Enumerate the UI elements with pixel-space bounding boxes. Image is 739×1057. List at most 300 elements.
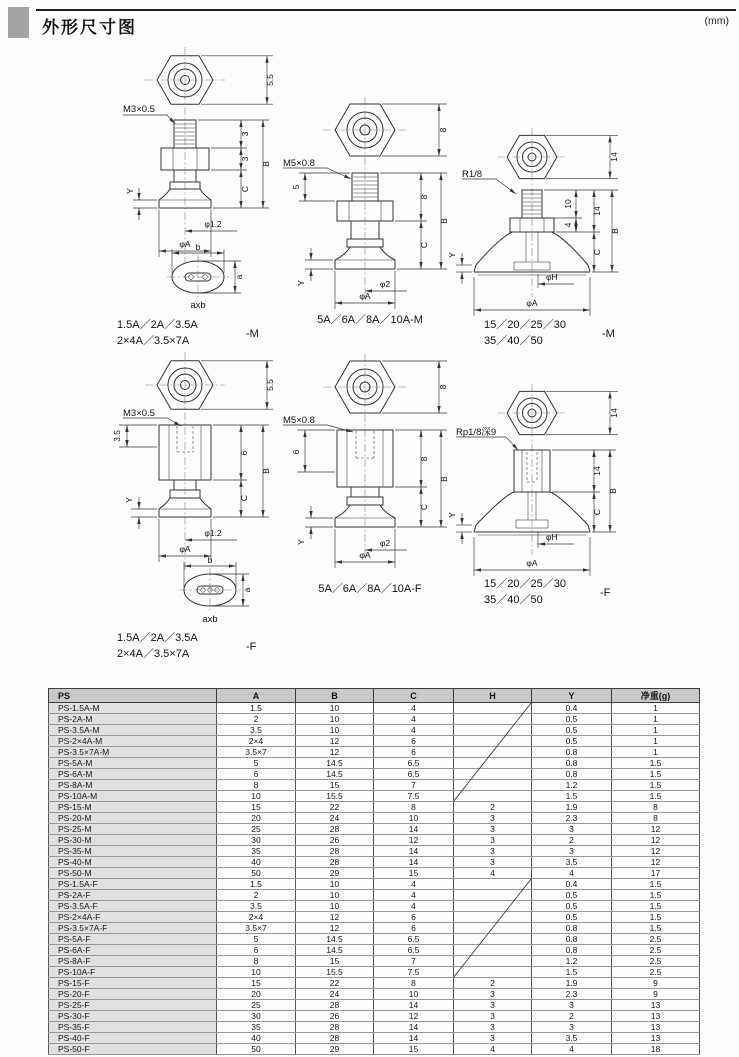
dim-d4: 4 (563, 222, 573, 228)
dim-phiA: φA (526, 298, 538, 308)
value-cell: 3 (454, 824, 532, 835)
value-cell: 0.5 (532, 714, 612, 725)
dim-phiA: φA (526, 558, 538, 568)
value-cell: 2 (532, 1011, 612, 1022)
value-cell: 50 (217, 1044, 296, 1055)
column-header: PS (49, 689, 217, 703)
value-cell: 0.8 (532, 747, 612, 758)
value-cell: 1.5 (612, 769, 700, 780)
dim-phiA: φA (359, 291, 371, 301)
value-cell: 2.5 (612, 956, 700, 967)
value-cell: 8 (217, 780, 296, 791)
value-cell: 2×4 (217, 736, 296, 747)
value-cell: 30 (217, 835, 296, 846)
value-cell: 3 (454, 1033, 532, 1044)
value-cell: 2.5 (612, 967, 700, 978)
value-cell: 7.5 (374, 791, 454, 802)
value-cell: 3.5 (532, 1033, 612, 1044)
dim-phi-small: φ1.2 (204, 528, 222, 538)
dim-hex: 14 (609, 152, 619, 162)
figure-caption-suffix: -M (246, 328, 259, 340)
value-cell: 29 (296, 1044, 374, 1055)
value-cell: 4 (374, 714, 454, 725)
column-header: Y (532, 689, 612, 703)
value-cell: 6 (374, 747, 454, 758)
value-cell: 1.5 (612, 890, 700, 901)
value-cell: 28 (296, 1022, 374, 1033)
dim-C: C (592, 508, 602, 516)
table-row (49, 736, 700, 747)
value-cell: 6.5 (374, 758, 454, 769)
row-name-cell: PS-40-F (49, 1033, 217, 1044)
table-row (49, 835, 700, 846)
value-cell: 3 (532, 1000, 612, 1011)
value-cell: 22 (296, 978, 374, 989)
value-cell: 13 (612, 1022, 700, 1033)
figure-caption-line2: 35／40／50 (484, 594, 543, 606)
value-cell: 25 (217, 1000, 296, 1011)
dim-phiH: φH (546, 272, 558, 282)
dim-oval-a: a (242, 587, 252, 593)
dim-oval-b: b (195, 242, 201, 252)
value-cell: 14 (374, 846, 454, 857)
value-cell: 3.5 (532, 857, 612, 868)
value-cell: 12 (374, 1011, 454, 1022)
value-cell: 7 (374, 956, 454, 967)
value-cell: 6 (374, 736, 454, 747)
section-marker (8, 7, 29, 38)
row-name-cell: PS-50-F (49, 1044, 217, 1055)
value-cell: 1.5 (612, 912, 700, 923)
value-cell: 10 (217, 967, 296, 978)
value-cell: 12 (612, 857, 700, 868)
value-cell: 1 (612, 725, 700, 736)
thread-label: M3×0.5 (123, 104, 155, 115)
row-name-cell: PS-25-F (49, 1000, 217, 1011)
dim-phiA: φA (359, 550, 371, 560)
value-cell: 14 (374, 1022, 454, 1033)
centerlines (323, 97, 407, 300)
value-cell: 3 (532, 1022, 612, 1033)
value-cell: 10 (296, 890, 374, 901)
value-cell: 2 (454, 802, 532, 813)
value-cell: 12 (612, 846, 700, 857)
value-cell: 1.5 (612, 791, 700, 802)
dim-d10: 10 (563, 199, 573, 209)
value-cell: 0.5 (532, 890, 612, 901)
value-cell: 0.5 (532, 736, 612, 747)
value-cell: 12 (296, 736, 374, 747)
thread-label: M3×0.5 (123, 408, 155, 419)
value-cell: 10 (374, 989, 454, 1000)
value-cell: 3 (454, 1011, 532, 1022)
value-cell: 2.5 (612, 945, 700, 956)
value-cell: 7.5 (374, 967, 454, 978)
value-cell: 0.8 (532, 923, 612, 934)
table-row (49, 1033, 700, 1044)
value-cell: 0.8 (532, 945, 612, 956)
row-name-cell: PS-50-M (49, 868, 217, 879)
column-header: 净重(g) (612, 689, 700, 703)
dim-hex: 8 (438, 384, 448, 390)
dim-phiA: φA (179, 544, 191, 554)
row-name-cell: PS-15-F (49, 978, 217, 989)
table-row (49, 967, 700, 978)
value-cell: 6 (217, 945, 296, 956)
value-cell (454, 758, 532, 769)
figure-caption-line1: 15／20／25／30 (484, 319, 566, 331)
value-cell: 1.5 (217, 879, 296, 890)
table-row (49, 769, 700, 780)
value-cell (454, 923, 532, 934)
value-cell: 22 (296, 802, 374, 813)
table-body (49, 703, 700, 1055)
row-name-cell: PS-6A-M (49, 769, 217, 780)
value-cell: 2 (454, 978, 532, 989)
dim-phi-small: φ2 (379, 279, 391, 289)
table-row (49, 802, 700, 813)
row-name-cell: PS-5A-F (49, 934, 217, 945)
value-cell: 40 (217, 857, 296, 868)
dim-Y: Y (124, 497, 134, 503)
dimensions (447, 391, 619, 576)
value-cell: 4 (374, 879, 454, 890)
value-cell: 15 (296, 780, 374, 791)
table-row (49, 1022, 700, 1033)
value-cell: 10 (296, 714, 374, 725)
value-cell: 12 (296, 923, 374, 934)
table-row (49, 934, 700, 945)
value-cell (454, 736, 532, 747)
value-cell: 14 (374, 824, 454, 835)
value-cell: 1.5 (612, 780, 700, 791)
row-name-cell: PS-2A-M (49, 714, 217, 725)
value-cell: 14.5 (296, 945, 374, 956)
value-cell: 15 (217, 978, 296, 989)
value-cell: 3 (532, 824, 612, 835)
value-cell: 13 (612, 1000, 700, 1011)
column-header: C (374, 689, 454, 703)
value-cell: 13 (612, 1033, 700, 1044)
value-cell: 14 (374, 1033, 454, 1044)
value-cell: 35 (217, 1022, 296, 1033)
value-cell: 1.5 (217, 703, 296, 714)
value-cell: 3.5 (217, 901, 296, 912)
row-name-cell: PS-3.5A-F (49, 901, 217, 912)
table-row (49, 901, 700, 912)
dimensions (447, 135, 620, 316)
table-row (49, 956, 700, 967)
value-cell: 6.5 (374, 945, 454, 956)
unit-label: (mm) (704, 15, 729, 27)
figure-large-female (447, 380, 739, 630)
centerlines (497, 384, 567, 555)
value-cell: 15 (374, 1044, 454, 1055)
figure-caption-line2: 2×4A／3.5×7A (117, 648, 190, 660)
value-cell: 20 (217, 989, 296, 1000)
page-title: 外形尺寸图 (42, 18, 137, 37)
table-row (49, 824, 700, 835)
table-row (49, 780, 700, 791)
value-cell: 5 (217, 758, 296, 769)
value-cell: 24 (296, 813, 374, 824)
value-cell: 1 (612, 703, 700, 714)
value-cell: 9 (612, 989, 700, 1000)
value-cell: 12 (296, 912, 374, 923)
value-cell: 4 (374, 901, 454, 912)
value-cell: 12 (374, 835, 454, 846)
dim-Y: Y (447, 252, 457, 258)
value-cell: 1 (612, 714, 700, 725)
value-cell (454, 791, 532, 802)
row-name-cell: PS-30-M (49, 835, 217, 846)
table-row (49, 714, 700, 725)
figure-medium-female (275, 352, 470, 602)
value-cell: 1.5 (532, 967, 612, 978)
dim-hex: 5.5 (265, 74, 275, 86)
thread-label: Rp1/8深9 (456, 427, 497, 438)
row-name-cell: PS-3.5×7A-F (49, 923, 217, 934)
value-cell: 1.5 (612, 901, 700, 912)
value-cell: 10 (217, 791, 296, 802)
value-cell: 5 (217, 934, 296, 945)
dimensions (112, 361, 275, 625)
value-cell: 3.5 (217, 725, 296, 736)
figure-caption-line1: 15／20／25／30 (484, 578, 566, 590)
dim-phiA: φA (179, 239, 191, 249)
value-cell: 2.3 (532, 989, 612, 1000)
dim-seg: 8 (419, 194, 429, 200)
dim-C: C (592, 248, 602, 256)
column-header: A (217, 689, 296, 703)
value-cell (454, 879, 532, 890)
dim-phi-small: φ1.2 (204, 219, 222, 229)
table-row (49, 945, 700, 956)
figure-caption-suffix: -F (246, 641, 257, 653)
value-cell: 0.5 (532, 901, 612, 912)
value-cell (454, 912, 532, 923)
value-cell: 14.5 (296, 758, 374, 769)
value-cell (454, 780, 532, 791)
table-row (49, 912, 700, 923)
value-cell (454, 769, 532, 780)
value-cell: 14.5 (296, 769, 374, 780)
value-cell: 0.4 (532, 703, 612, 714)
column-header: B (296, 689, 374, 703)
value-cell: 15 (217, 802, 296, 813)
value-cell: 10 (374, 813, 454, 824)
value-cell: 3 (454, 835, 532, 846)
table-row (49, 791, 700, 802)
value-cell (454, 890, 532, 901)
value-cell: 4 (532, 1044, 612, 1055)
centerlines (323, 354, 407, 560)
dim-d14: 14 (592, 466, 602, 476)
dim-seg2: 3 (240, 156, 250, 162)
value-cell: 26 (296, 1011, 374, 1022)
value-cell (454, 956, 532, 967)
dim-hex: 5.5 (265, 379, 275, 391)
value-cell: 29 (296, 868, 374, 879)
value-cell: 8 (374, 978, 454, 989)
value-cell: 4 (454, 1044, 532, 1055)
value-cell: 6.5 (374, 769, 454, 780)
value-cell: 15 (374, 868, 454, 879)
dim-seg1: 3 (240, 131, 250, 137)
thread-label: R1/8 (462, 169, 483, 180)
row-name-cell: PS-8A-M (49, 780, 217, 791)
row-name-cell: PS-35-M (49, 846, 217, 857)
row-name-cell: PS-10A-F (49, 967, 217, 978)
figure-caption-line1: 1.5A／2A／3.5A (117, 319, 198, 331)
value-cell: 12 (612, 835, 700, 846)
dim-seg: 8 (419, 456, 429, 462)
dim-C: C (239, 494, 249, 502)
table-row (49, 923, 700, 934)
figure-large-male (447, 122, 739, 357)
figure-caption-line2: 2×4A／3.5×7A (117, 335, 190, 347)
value-cell: 17 (612, 868, 700, 879)
value-cell: 8 (612, 813, 700, 824)
value-cell: 12 (612, 824, 700, 835)
value-cell: 4 (374, 703, 454, 714)
figure-caption-line1: 1.5A／2A／3.5A (117, 632, 198, 644)
value-cell: 3 (454, 846, 532, 857)
value-cell (454, 945, 532, 956)
row-name-cell: PS-20-F (49, 989, 217, 1000)
value-cell: 18 (612, 1044, 700, 1055)
value-cell: 14 (374, 857, 454, 868)
row-name-cell: PS-35-F (49, 1022, 217, 1033)
value-cell: 4 (532, 868, 612, 879)
dim-B: B (261, 161, 271, 167)
value-cell: 2 (532, 835, 612, 846)
value-cell: 8 (374, 802, 454, 813)
value-cell: 6 (217, 769, 296, 780)
value-cell (454, 714, 532, 725)
table-row (49, 846, 700, 857)
value-cell: 26 (296, 835, 374, 846)
table-wrapper (48, 688, 699, 1055)
value-cell: 0.8 (532, 769, 612, 780)
thread-label: M5×0.8 (283, 158, 315, 169)
value-cell: 28 (296, 846, 374, 857)
value-cell: 1 (612, 736, 700, 747)
figure-medium-male (275, 95, 470, 330)
value-cell: 0.8 (532, 758, 612, 769)
dimensions-table (48, 688, 700, 1055)
dim-left: 5 (291, 184, 301, 190)
value-cell: 3 (454, 1000, 532, 1011)
value-cell: 2.5 (612, 934, 700, 945)
dim-B: B (439, 218, 449, 224)
dim-oval-b: b (207, 555, 213, 565)
table-row (49, 758, 700, 769)
value-cell: 2.3 (532, 813, 612, 824)
value-cell: 0.5 (532, 912, 612, 923)
value-cell: 10 (296, 703, 374, 714)
column-header: H (454, 689, 532, 703)
dim-B: B (608, 488, 618, 494)
oval-label: axb (190, 300, 206, 311)
dim-d14: 14 (592, 206, 602, 216)
dim-hex: 14 (609, 408, 619, 418)
table-row (49, 747, 700, 758)
value-cell: 2×4 (217, 912, 296, 923)
value-cell: 15.5 (296, 791, 374, 802)
row-name-cell: PS-6A-F (49, 945, 217, 956)
value-cell: 9 (612, 978, 700, 989)
row-name-cell: PS-2×4A-F (49, 912, 217, 923)
value-cell: 6 (374, 912, 454, 923)
value-cell: 10 (296, 725, 374, 736)
table-row (49, 1000, 700, 1011)
table-row (49, 703, 700, 714)
row-name-cell: PS-40-M (49, 857, 217, 868)
row-name-cell: PS-15-M (49, 802, 217, 813)
value-cell: 12 (296, 747, 374, 758)
oval-label: axb (202, 614, 218, 625)
value-cell: 1.5 (612, 923, 700, 934)
dim-left: 6 (291, 449, 301, 455)
value-cell: 6 (374, 923, 454, 934)
value-cell: 35 (217, 846, 296, 857)
value-cell: 28 (296, 1033, 374, 1044)
dim-Y: Y (296, 539, 306, 545)
row-name-cell: PS-10A-M (49, 791, 217, 802)
value-cell: 30 (217, 1011, 296, 1022)
value-cell (454, 703, 532, 714)
table-header-row (49, 689, 700, 703)
dim-phiH: φH (546, 532, 558, 542)
value-cell: 3 (454, 989, 532, 1000)
value-cell: 15.5 (296, 967, 374, 978)
table-row (49, 978, 700, 989)
table-row (49, 1044, 700, 1055)
thread-label: M5×0.8 (283, 415, 315, 426)
row-name-cell: PS-1.5A-M (49, 703, 217, 714)
dim-Y: Y (447, 512, 457, 518)
value-cell: 10 (296, 901, 374, 912)
figure-caption: 5A／6A／8A／10A-F (318, 583, 422, 595)
value-cell: 1.5 (612, 758, 700, 769)
dim-B: B (610, 228, 620, 234)
value-cell: 3.5×7 (217, 923, 296, 934)
dim-B: B (439, 476, 449, 482)
value-cell: 28 (296, 857, 374, 868)
value-cell: 1.5 (532, 791, 612, 802)
value-cell: 1.9 (532, 978, 612, 989)
drawing-outline (157, 56, 224, 293)
dim-left: 3.5 (112, 430, 122, 442)
dim-Y: Y (125, 188, 135, 194)
dim-seg: 6 (239, 450, 249, 456)
dim-oval-a: a (234, 274, 244, 280)
table-row (49, 890, 700, 901)
table-row (49, 813, 700, 824)
value-cell: 3 (454, 857, 532, 868)
value-cell: 15 (296, 956, 374, 967)
header-rule (36, 9, 736, 11)
value-cell: 1.9 (532, 802, 612, 813)
figure-caption-suffix: -M (602, 328, 615, 340)
row-name-cell: PS-2A-F (49, 890, 217, 901)
value-cell: 1.5 (612, 879, 700, 890)
table-row (49, 857, 700, 868)
value-cell: 3.5×7 (217, 747, 296, 758)
centerlines (145, 352, 241, 612)
value-cell: 4 (454, 868, 532, 879)
